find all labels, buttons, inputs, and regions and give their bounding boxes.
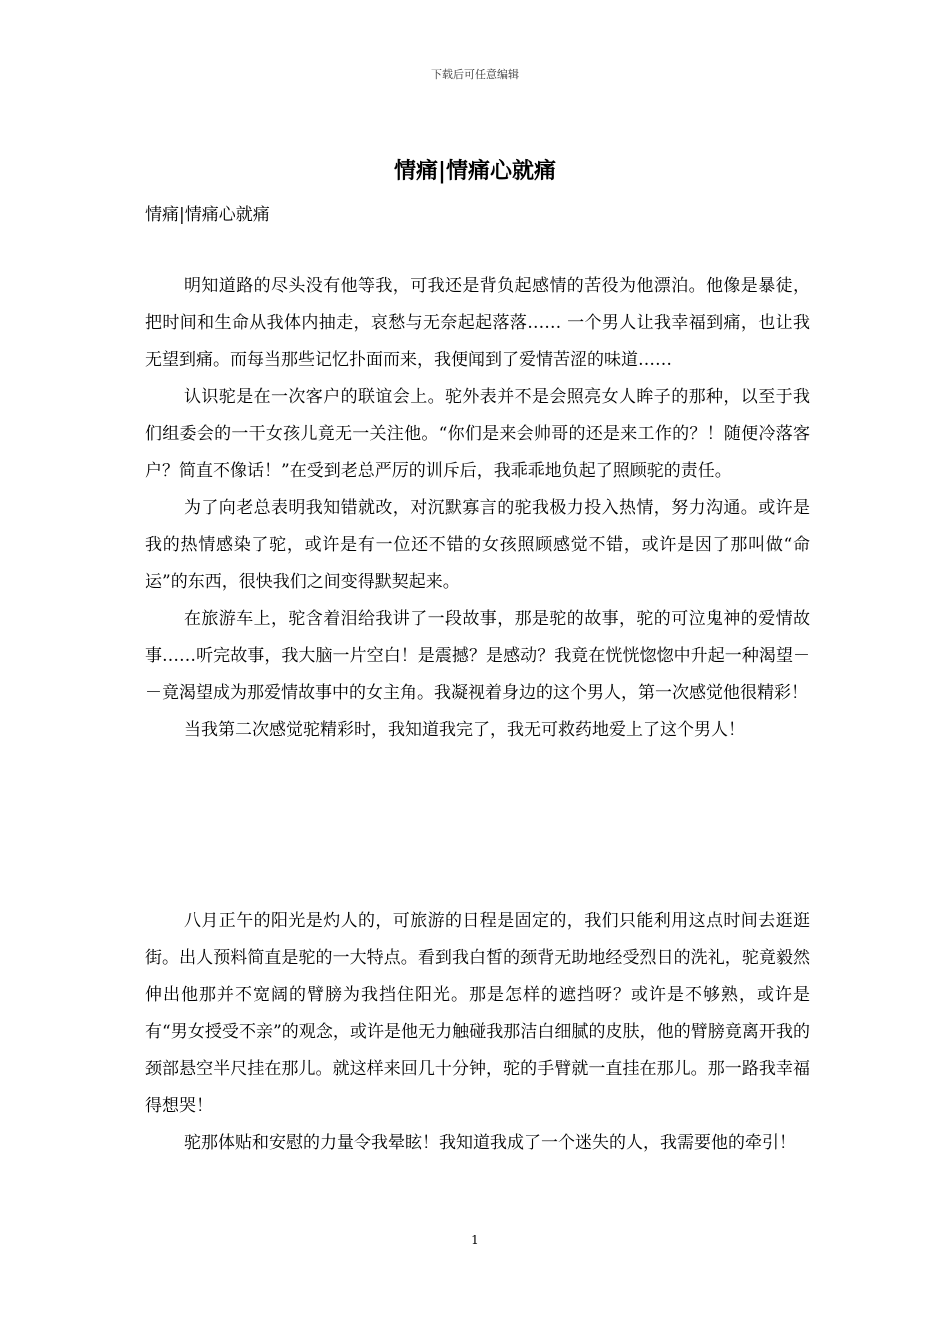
page-header: 下载后可任意编辑 xyxy=(431,68,519,81)
paragraph: 当我第二次感觉驼精彩时，我知道我完了，我无可救药地爱上了这个男人！ xyxy=(184,720,745,740)
page-number: 1 xyxy=(471,1233,479,1247)
paragraph: 八月正午的阳光是灼人的，可旅游的日程是固定的，我们只能利用这点时间去逛逛街。出人预料简直是驼的一大特点。看到我白皙的颈背无助地经受烈日的洗礼，驼竟毅然伸出他那并不宽阔的臂膀为我挡住阳光。那是怎样的遮挡呀？或许是不够熟，或许是有“男女授受不亲”的观念，或许是他无力触碰我那洁白细腻的皮肤，他的臂膀竟离开我的颈部悬空半尺挂在那儿。就这样来回几十分钟，驼的手臂就一直挂在那儿。那一路我幸福得想哭！ xyxy=(145,911,810,1116)
paragraph: 认识驼是在一次客户的联谊会上。驼外表并不是会照亮女人眸子的那种，以至于我们组委会的一干女孩儿竟无一关注他。“你们是来会帅哥的还是来工作的？！随便冷落客户？简直不像话！”在受到老总严厉的训斥后，我乖乖地负起了照顾驼的责任。 xyxy=(145,387,810,481)
body-section-1 xyxy=(145,268,810,749)
paragraph: 明知道路的尽头没有他等我，可我还是背负起感情的苦役为他漂泊。他像是暴徒，把时间和生命从我体内抽走，哀愁与无奈起起落落…… 一个男人让我幸福到痛，也让我无望到痛。而每当那些记忆扑面而来，我便闻到了爱情苦涩的味道…… xyxy=(145,276,810,370)
paragraph: 为了向老总表明我知错就改，对沉默寡言的驼我极力投入热情，努力沟通。或许是我的热情感染了驼，或许是有一位还不错的女孩照顾感觉不错，或许是因了那叫做“命运”的东西，很快我们之间变得默契起来。 xyxy=(145,498,810,592)
paragraph: 驼那体贴和安慰的力量令我晕眩！我知道我成了一个迷失的人，我需要他的牵引！ xyxy=(184,1133,796,1153)
paragraph: 在旅游车上，驼含着泪给我讲了一段故事，那是驼的故事，驼的可泣鬼神的爱情故事……听完故事，我大脑一片空白！是震撼？是感动？我竟在恍恍惚惚中升起一种渴望－－竟渴望成为那爱情故事中的女主角。我凝视着身边的这个男人，第一次感觉他很精彩！ xyxy=(145,609,810,703)
document-title: 情痛|情痛心就痛 xyxy=(393,158,556,184)
body-section-2 xyxy=(145,903,810,1162)
document-subtitle: 情痛|情痛心就痛 xyxy=(145,205,270,225)
